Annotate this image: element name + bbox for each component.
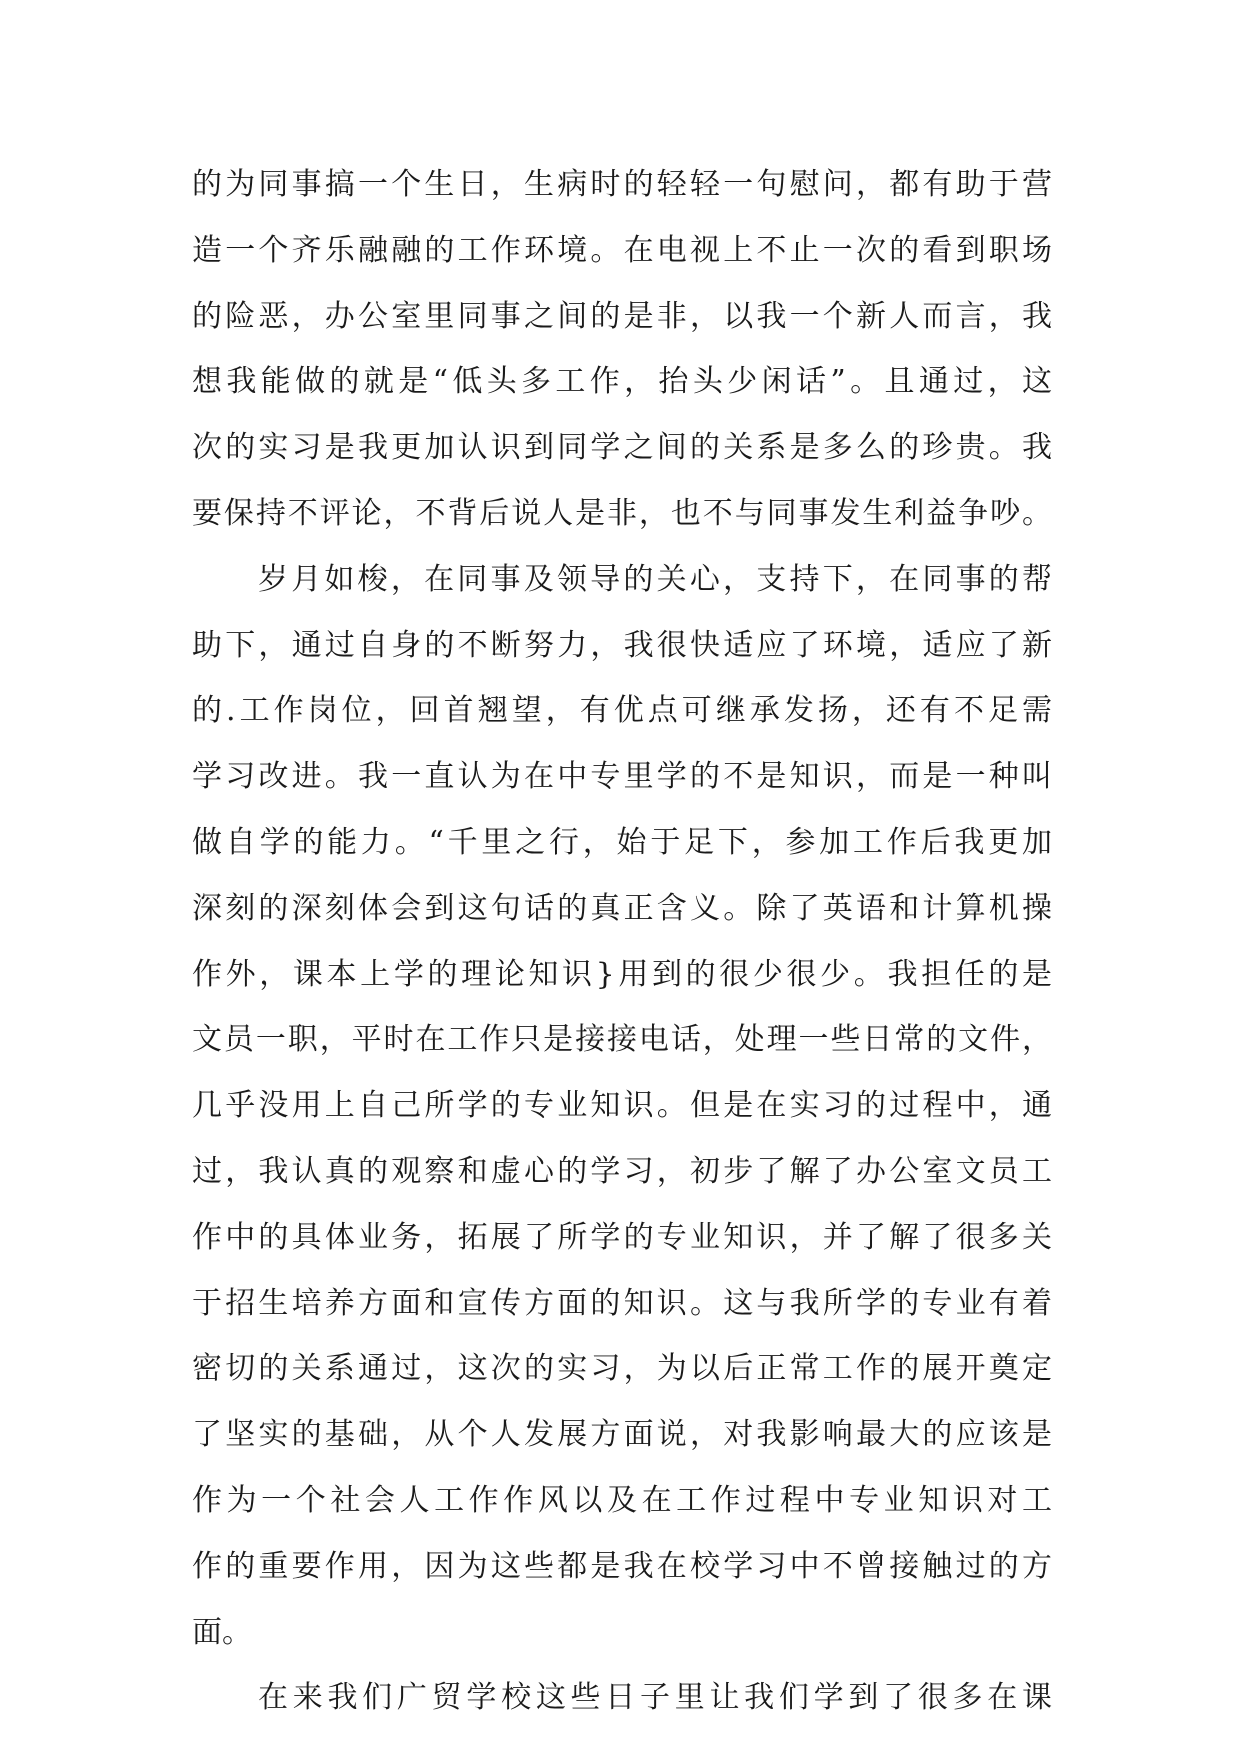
text-line: 于招生培养方面和宣传方面的知识。这与我所学的专业有着 xyxy=(192,1285,1052,1321)
text-line: 助下，通过自身的不断努力，我很快适应了环境，适应了新 xyxy=(192,627,1052,663)
text-line: 几乎没用上自己所学的专业知识。但是在实习的过程中，通 xyxy=(192,1088,1052,1124)
text-line: 次的实习是我更加认识到同学之间的关系是多么的珍贵。我 xyxy=(192,430,1052,466)
text-line: 密切的关系通过，这次的实习，为以后正常工作的展开奠定 xyxy=(192,1351,1052,1387)
text-line: 过，我认真的观察和虚心的学习，初步了解了办公室文员工 xyxy=(192,1153,1052,1189)
text-line: 的.工作岗位，回首翘望，有优点可继承发扬，还有不足需 xyxy=(192,693,1052,729)
text-line: 作外，课本上学的理论知识}用到的很少很少。我担任的是 xyxy=(192,956,1052,992)
text-line: 文员一职，平时在工作只是接接电话，处理一些日常的文件， xyxy=(192,1022,1052,1058)
text-line: 了坚实的基础，从个人发展方面说，对我影响最大的应该是 xyxy=(192,1417,1052,1453)
text-line: 做自学的能力。“千里之行，始于足下，参加工作后我更加 xyxy=(192,824,1052,860)
text-line: 想我能做的就是“低头多工作，抬头少闲话”。且通过，这 xyxy=(192,364,1052,400)
document-body xyxy=(192,152,1052,1731)
text-line: 造一个齐乐融融的工作环境。在电视上不止一次的看到职场 xyxy=(192,232,1052,268)
text-line: 学习改进。我一直认为在中专里学的不是知识，而是一种叫 xyxy=(192,759,1052,795)
text-line: 要保持不评论，不背后说人是非，也不与同事发生利益争吵。 xyxy=(192,495,1052,531)
paragraph-first-line: 岁月如梭，在同事及领导的关心，支持下，在同事的帮 xyxy=(258,561,1052,597)
paragraph-last-line: 面。 xyxy=(192,1614,252,1650)
text-line: 深刻的深刻体会到这句话的真正含义。除了英语和计算机操 xyxy=(192,890,1052,926)
text-line: 作为一个社会人工作作风以及在工作过程中专业知识对工 xyxy=(192,1482,1052,1518)
paragraph-first-line: 在来我们广贸学校这些日子里让我们学到了很多在课 xyxy=(258,1680,1052,1716)
text-line: 作中的具体业务，拓展了所学的专业知识，并了解了很多关 xyxy=(192,1219,1052,1255)
text-line: 作的重要作用，因为这些都是我在校学习中不曾接触过的方 xyxy=(192,1548,1052,1584)
text-line: 的为同事搞一个生日，生病时的轻轻一句慰问，都有助于营 xyxy=(192,167,1052,202)
text-line: 的险恶，办公室里同事之间的是非，以我一个新人而言，我 xyxy=(192,298,1052,334)
